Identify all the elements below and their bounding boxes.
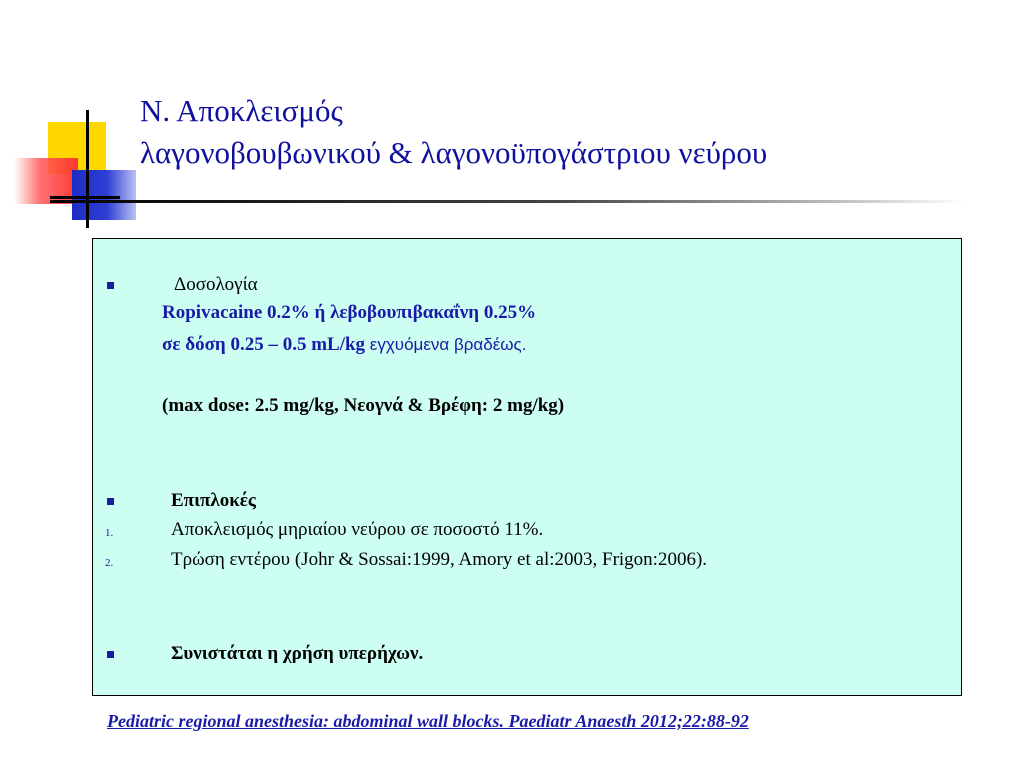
citation-link[interactable]: Pediatric regional anesthesia: abdominal wall blocks. Paediatr Anaesth 2012;22:88-92 bbox=[107, 711, 749, 731]
complication-2-marker: 2. bbox=[105, 557, 114, 569]
bullet-recommendation bbox=[107, 651, 114, 658]
title-underline-rule bbox=[50, 200, 968, 203]
logo-vertical-line bbox=[86, 110, 89, 228]
title-line-1: Ν. Αποκλεισμός bbox=[140, 93, 343, 128]
dosage-line-2 bbox=[162, 334, 526, 356]
logo-horizontal-line bbox=[50, 196, 120, 199]
dosage-line-2-bold: σε δόση 0.25 – 0.5 mL/kg bbox=[162, 334, 366, 355]
max-dose-line: (max dose: 2.5 mg/kg, Νεογνά & Βρέφη: 2 mg/kg) bbox=[162, 395, 565, 416]
complication-1-marker: 1. bbox=[105, 527, 114, 539]
bullet-dosage bbox=[107, 282, 114, 289]
complication-1-text: Αποκλεισμός μηριαίου νεύρου σε ποσοστό 11%. bbox=[171, 519, 544, 540]
content-box bbox=[92, 238, 962, 696]
logo-blue-square bbox=[72, 170, 136, 220]
complications-heading: Επιπλοκές bbox=[171, 490, 256, 511]
bullet-complications bbox=[107, 498, 114, 505]
dosage-line-2-rest: εγχυόμενα βραδέως. bbox=[365, 335, 527, 354]
title-line-2: λαγονοβουβωνικού & λαγονοϋπογάστριου νεύρου bbox=[140, 135, 768, 170]
dosage-line-1: Ropivacaine 0.2% ή λεβοβουπιβακαΐνη 0.25% bbox=[162, 302, 537, 323]
recommendation-text: Συνιστάται η χρήση υπερήχων. bbox=[171, 643, 424, 664]
dosage-heading: Δοσολογία bbox=[174, 274, 258, 295]
slide-title bbox=[140, 90, 1000, 174]
complication-2-text: Τρώση εντέρου (Johr & Sossai:1999, Amory et al:2003, Frigon:2006). bbox=[171, 549, 708, 570]
